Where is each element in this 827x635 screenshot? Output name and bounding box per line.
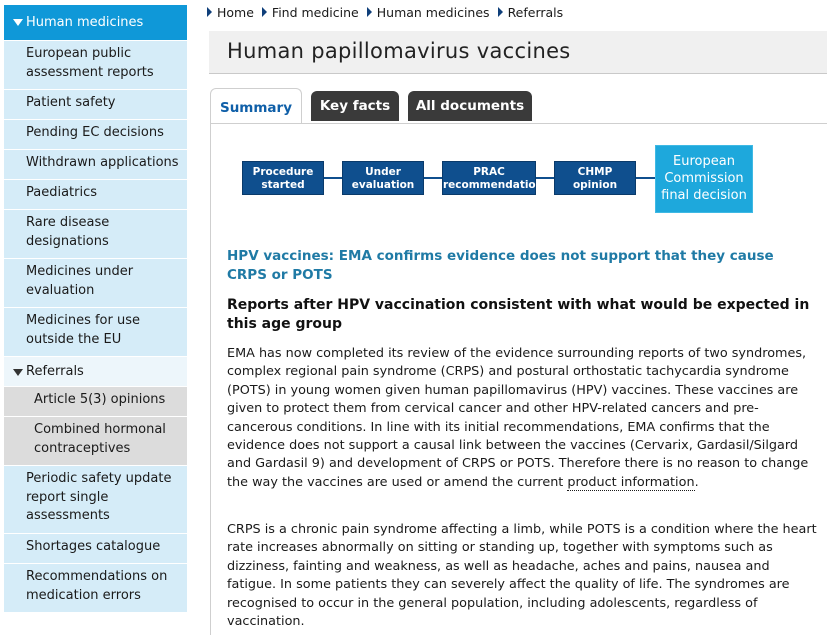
breadcrumb-arrow-icon [367, 7, 372, 17]
sidebar-item-withdrawn-applications[interactable]: Withdrawn applications [4, 150, 187, 180]
step-prac-recommendation: PRAC recommendation [442, 161, 536, 195]
breadcrumb-referrals: Referrals [498, 5, 564, 20]
page-title: Human papillomavirus vaccines [209, 31, 827, 74]
sidebar-nav [4, 5, 187, 613]
breadcrumb [207, 3, 571, 21]
breadcrumb-find-medicine[interactable]: Find medicine [262, 5, 359, 20]
sidebar-item-medication-errors[interactable]: Recommendations on medication errors [4, 564, 187, 613]
triangle-down-icon [13, 369, 23, 376]
product-information-link[interactable]: product information [567, 474, 695, 490]
step-procedure-started: Procedure started [242, 161, 324, 195]
sidebar-subitem-combined-hormonal[interactable]: Combined hormonal contraceptives [4, 417, 187, 466]
sidebar-item-psusa[interactable]: Periodic safety update report single assessments [4, 466, 187, 534]
breadcrumb-human-medicines[interactable]: Human medicines [367, 5, 490, 20]
news-headline: HPV vaccines: EMA confirms evidence does not support that they cause CRPS or POTS [227, 248, 774, 283]
sidebar-subitem-article-5-3[interactable]: Article 5(3) opinions [4, 387, 187, 417]
sidebar-item-pending-ec-decisions[interactable]: Pending EC decisions [4, 120, 187, 150]
sidebar-item-epar[interactable]: European public assessment reports [4, 41, 187, 90]
step-connector [424, 177, 442, 179]
breadcrumb-arrow-icon [262, 7, 267, 17]
sidebar-item-patient-safety[interactable]: Patient safety [4, 90, 187, 120]
step-chmp-opinion: CHMP opinion [554, 161, 636, 195]
triangle-down-icon [13, 19, 23, 26]
breadcrumb-arrow-icon [498, 7, 503, 17]
news-subheadline: Reports after HPV vaccination consistent with what would be expected in this age group [227, 297, 810, 332]
sidebar-item-paediatrics[interactable]: Paediatrics [4, 180, 187, 210]
tab-summary[interactable]: Summary [210, 88, 302, 124]
sidebar-item-medicines-outside-eu[interactable]: Medicines for use outside the EU [4, 308, 187, 357]
tab-all-documents[interactable]: All documents [408, 91, 532, 121]
tab-key-facts[interactable]: Key facts [311, 91, 399, 121]
body-paragraph-1: EMA has now completed its review of the evidence surrounding reports of two syndromes, complex regional pain syndrome (CRPS) and postural orthostatic tachycardia syndrome (POTS) in young women given human papillomavirus (HPV) vaccines. These vaccines are given to protect them from cervical cancer and other HPV-related cancers and pre-cancerous conditions. In line with its initial recommendations, EMA confirms that the evidence does not support a causal link between the vaccines (Cervarix, Gardasil/Silgard and Gardasil 9) and development of CRPS or POTS. Therefore there is no reason to change the way the vaccines are used or amend the current product information. [227, 346, 809, 490]
step-connector [324, 177, 342, 179]
body-paragraph-2: CRPS is a chronic pain syndrome affecting a limb, while POTS is a condition where the heart rate increases abnormally on sitting or standing up, together with symptoms such as dizziness, fainting and weakness, as well as headache, aches and pains, nausea and fatigue. In some patients they can severely affect the quality of life. The syndromes are recognised to occur in the general population, including adolescents, regardless of vaccination. [227, 522, 817, 630]
breadcrumb-home[interactable]: Home [207, 5, 254, 20]
tab-bar [210, 88, 827, 124]
step-connector [636, 177, 656, 179]
sidebar-item-rare-disease[interactable]: Rare disease designations [4, 210, 187, 259]
sidebar-item-medicines-under-evaluation[interactable]: Medicines under evaluation [4, 259, 187, 308]
breadcrumb-arrow-icon [207, 7, 212, 17]
step-ec-final-decision: European Commission final decision [655, 145, 753, 213]
sidebar-item-shortages[interactable]: Shortages catalogue [4, 534, 187, 564]
sidebar-item-referrals[interactable]: Referrals [4, 357, 187, 387]
sidebar-header-human-medicines[interactable]: Human medicines [4, 5, 187, 41]
step-under-evaluation: Under evaluation [342, 161, 424, 195]
